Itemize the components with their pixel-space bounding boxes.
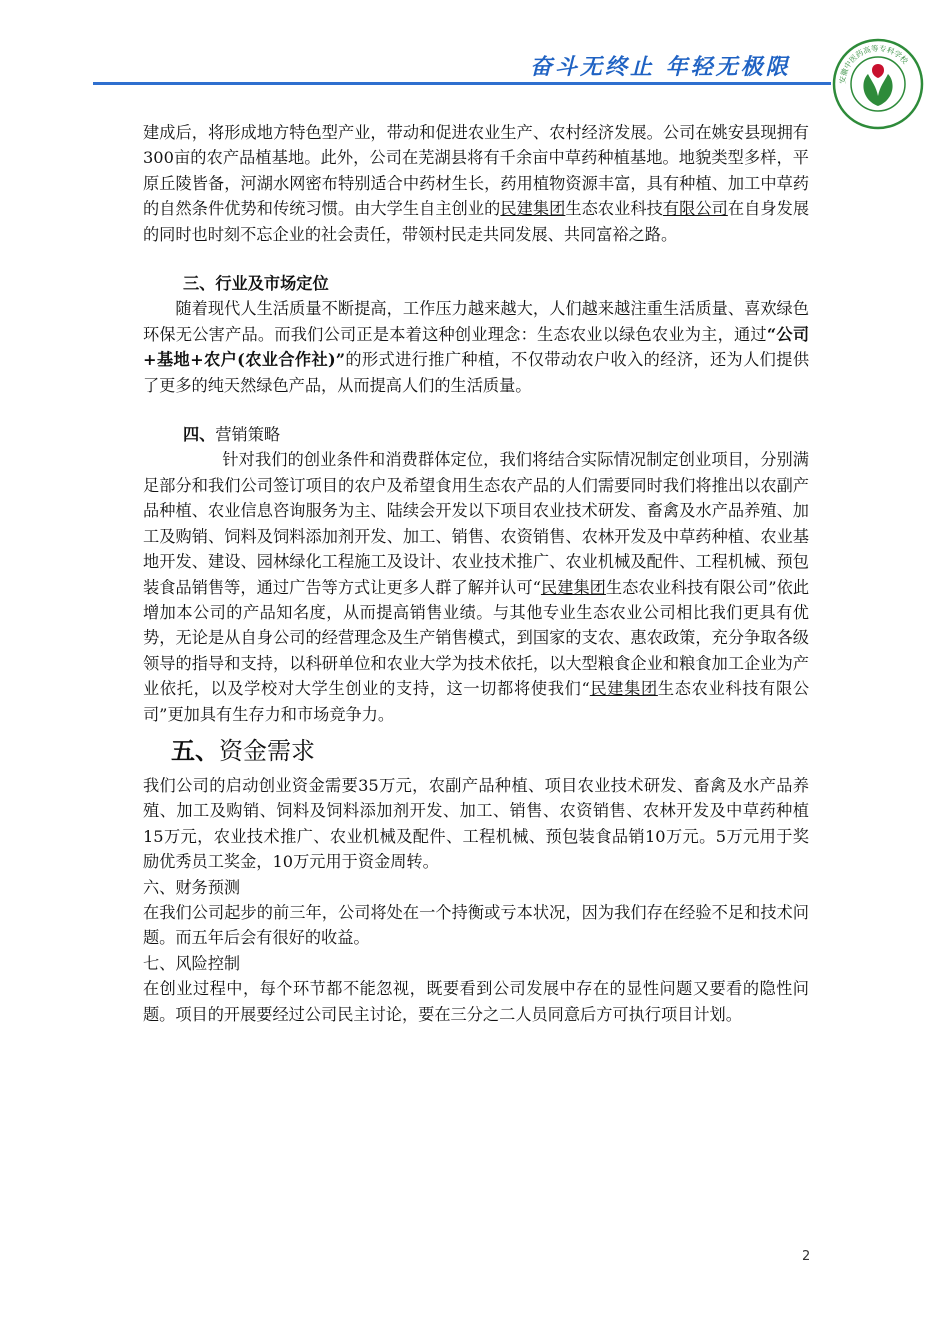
page-number: 2 [802,1249,811,1264]
section-7-paragraph: 在创业过程中，每个环节都不能忽视，既要看到公司发展中存在的显性问题又要看的隐性问题。项目的开展要经过公司民主讨论，要在三分之二人员同意后方可执行项目计划。 [143,979,809,1024]
logo-ring-text: 安徽中医药高等专科学校 [837,43,910,85]
header-slogan: 奋斗无终止 年轻无极限 [530,54,791,80]
section-7-heading: 七、风险控制 [143,953,241,973]
section-3-paragraph: 随着现代人生活质量不断提高，工作压力越来越大，人们越来越注重生活质量、喜欢绿色环保无公害产品。而我们公司正是本着这种创业理念：生态农业以绿色农业为主，通过“公司+基地+农户(农业合作社)”的形式进行推广种植，不仅带动农户收入的经济，还为人们提供了更多的纯天然绿色产品，从而提高人们的生活质量。 [143,299,810,395]
company-link[interactable]: 民建集团 [589,679,658,699]
intro-paragraph: 建成后，将形成地方特色型产业，带动和促进农业生产、农村经济发展。公司在姚安县现拥有300亩的农产品植基地。此外，公司在芜湖县将有千余亩中草药种植基地。地貌类型多样，平原丘陵皆备，河湖水网密布特别适合中药材生长，药用植物资源丰富，具有种植、加工中草药的自然条件优势和传统习惯。由大学生自主创业的民建集团生态农业科技有限公司在自身发展的同时也时刻不忘企业的社会责任，带领村民走共同发展、共同富裕之路。 [143,123,810,244]
section-5-heading: 五、资金需求 [171,735,315,765]
section-6-heading: 六、财务预测 [143,877,241,897]
document-body [143,120,809,1027]
leaf-seal-logo [832,38,924,130]
section-4-heading: 四、营销策略 [183,425,281,445]
section-5-paragraph: 我们公司的启动创业资金需要35万元，农副产品种植、项目农业技术研发、畜禽及水产品养殖、加工及购销、饲料及饲料添加剂开发、加工、销售、农资销售、农林开发及中草药种植15万元，农业技术推广、农业机械及配件、工程机械、预包装食品销10万元。5万元用于奖励优秀员工奖金，10万元用于资金周转。 [143,775,809,872]
company-link[interactable]: 民建集团 [500,199,566,219]
company-link[interactable]: 有限公司 [662,199,728,219]
section-3-heading: 三、行业及市场定位 [183,274,329,294]
section-6-paragraph: 在我们公司起步的前三年，公司将处在一个持衡或亏本状况，因为我们存在经验不足和技术问题。而五年后会有很好的收益。 [143,902,809,948]
section-4-paragraph: 针对我们的创业条件和消费群体定位，我们将结合实际情况制定创业项目，分别满足部分和我们公司签订项目的农户及希望食用生态农产品的人们需要同时我们将推出以农副产品种植、农业信息咨询服务为主、陆续会开发以下项目农业技术研发、畜禽及水产品养殖、加工及购销、饲料及饲料添加剂开发、加工、销售、农资销售、农林开发及中草药种植、农业基地开发、建设、园林绿化工程施工及设计、农业技术推广、农业机械及配件、工程机械、预包装食品销售等，通过广告等方式让更多人群了解并认可“民建集团生态农业科技有限公司”依此增加本公司的产品知名度，从而提高销售业绩。与其他专业生态农业公司相比我们更具有优势，无论是从自身公司的经营理念及生产销售模式，到国家的支农、惠农政策，充分争取各级领导的指导和支持，以科研单位和农业大学为技术依托，以大型粮食企业和粮食加工企业为产业依托，以及学校对大学生创业的支持，这一切都将使我们“民建集团生态农业科技有限公司”更加具有生存力和市场竞争力。 [143,450,810,724]
header-rule [93,82,831,85]
company-link[interactable]: 民建集团 [540,577,606,597]
